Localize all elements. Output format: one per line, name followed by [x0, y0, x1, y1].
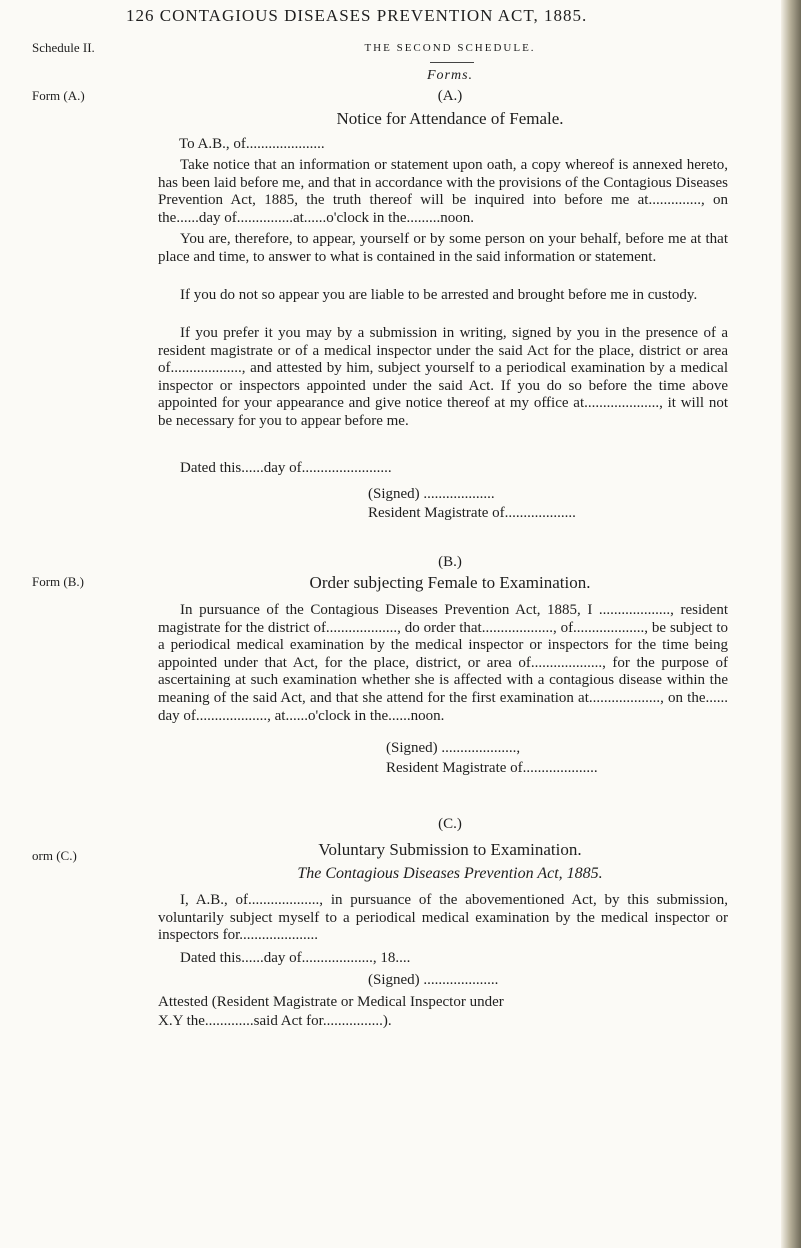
form-a-signed-line: (Signed) ...................	[368, 486, 495, 502]
form-b-paragraph-1: In pursuance of the Contagious Diseases Prevention Act, 1885, I ..................., resident magistrate for the district of..................., do order that..................., of..................., be subject to a periodical medical examination by the medical inspector or inspectors for the time being appointed under that Act, for the place, district, or area of..................., for the purpose of ascertaining at such examination whether she is affected with a contagious disease within the meaning of the said Act, and that she attend for the first examination at..................., on the...... day of..................., at......o'clock in the......noon.	[158, 602, 728, 724]
form-c-attested-line-2: X.Y the.............said Act for................).	[158, 1013, 392, 1029]
margin-note-form-b: Form (B.)	[32, 574, 84, 589]
form-b-magistrate-line: Resident Magistrate of....................	[386, 760, 598, 776]
margin-note-form-c: orm (C.)	[32, 848, 77, 863]
title-rule	[430, 62, 474, 63]
form-c-letter: (C.)	[438, 816, 462, 832]
form-c-signed-line: (Signed) ....................	[368, 972, 499, 988]
form-c-dated-line: Dated this......day of..................., 18....	[180, 950, 411, 966]
form-a-paragraph-1: Take notice that an information or statement upon oath, a copy whereof is annexed hereto, has been laid before me, and that in accordance with the provisions of the Contagious Diseases Prevention Act, 1885, the truth thereof will be inquired into before me at.............., on the......day of...............at......o'clock in the.........noon.	[158, 157, 728, 226]
form-a-paragraph-4: If you prefer it you may by a submission in writing, signed by you in the presence of a resident magistrate or of a medical inspector under the said Act for the place, district or area of..................., and attested by him, subject yourself to a periodical examination by a medical inspector or inspectors appointed under the said Act. If you do so before the time above appointed for your appearance and give notice thereof at my office at...................., it will not be necessary for you to appear before me.	[158, 325, 728, 429]
running-head: 126 CONTAGIOUS DISEASES PREVENTION ACT, 1885.	[126, 6, 588, 25]
form-c-attested-line-1: Attested (Resident Magistrate or Medical Inspector under	[158, 994, 504, 1010]
forms-label: Forms.	[426, 68, 474, 83]
margin-note-form-a: Form (A.)	[32, 88, 85, 103]
schedule-title: THE SECOND SCHEDULE.	[364, 42, 536, 54]
margin-note-schedule: Schedule II.	[32, 40, 95, 55]
form-a-letter: (A.)	[437, 88, 463, 104]
form-a-heading: Notice for Attendance of Female.	[336, 109, 564, 128]
form-b-signed-line: (Signed) ....................,	[386, 740, 521, 756]
form-c-heading: Voluntary Submission to Examination.	[318, 840, 582, 859]
form-a-to-line: To A.B., of.....................	[179, 136, 325, 152]
form-a-dated-line: Dated this......day of........................	[180, 460, 392, 476]
form-b-heading: Order subjecting Female to Examination.	[309, 573, 591, 592]
form-b-letter: (B.)	[438, 554, 462, 570]
form-c-act-title: The Contagious Diseases Prevention Act, 1885.	[297, 865, 603, 882]
form-a-paragraph-2: You are, therefore, to appear, yourself or by some person on your behalf, before me at that place and time, to answer to what is contained in the said information or statement.	[158, 231, 728, 265]
form-a-paragraph-3: If you do not so appear you are liable to be arrested and brought before me in custody.	[180, 287, 698, 303]
page-edge-shadow	[781, 0, 801, 1248]
form-a-magistrate-line: Resident Magistrate of...................	[368, 505, 576, 521]
form-c-paragraph-1: I, A.B., of..................., in pursuance of the abovementioned Act, by this submission, voluntarily subject myself to a periodical medical examination by the medical inspector or inspectors for.....................	[158, 892, 728, 944]
